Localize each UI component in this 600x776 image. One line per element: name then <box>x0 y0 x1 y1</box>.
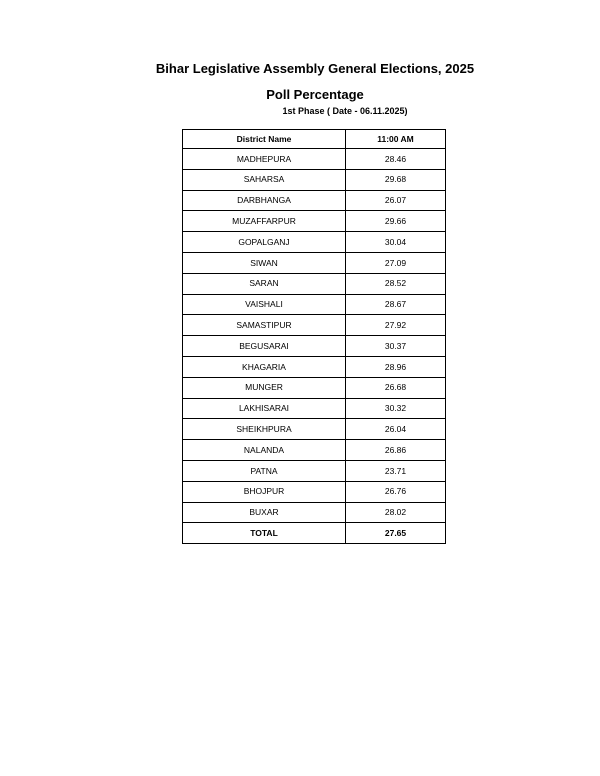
table-row <box>183 252 446 273</box>
total-row <box>183 523 446 544</box>
district-name-cell: BUXAR <box>183 502 346 523</box>
poll-percentage-cell: 28.46 <box>346 149 446 170</box>
document-subtitle: Poll Percentage <box>266 87 364 102</box>
table-row <box>183 336 446 357</box>
table-row <box>183 315 446 336</box>
column-header-district: District Name <box>183 130 346 149</box>
table-row <box>183 502 446 523</box>
district-name-cell: DARBHANGA <box>183 190 346 211</box>
poll-percentage-cell: 26.86 <box>346 440 446 461</box>
poll-percentage-cell: 27.09 <box>346 252 446 273</box>
poll-percentage-table <box>182 129 446 544</box>
district-name-cell: BEGUSARAI <box>183 336 346 357</box>
total-value-cell: 27.65 <box>346 523 446 544</box>
document-title: Bihar Legislative Assembly General Elections, 2025 <box>155 61 475 76</box>
poll-percentage-cell: 28.02 <box>346 502 446 523</box>
district-name-cell: MADHEPURA <box>183 149 346 170</box>
poll-percentage-cell: 28.96 <box>346 356 446 377</box>
column-header-time: 11:00 AM <box>346 130 446 149</box>
table-row <box>183 149 446 170</box>
table-row <box>183 232 446 253</box>
table-row <box>183 481 446 502</box>
poll-percentage-cell: 26.76 <box>346 481 446 502</box>
poll-percentage-cell: 26.07 <box>346 190 446 211</box>
poll-percentage-cell: 28.52 <box>346 273 446 294</box>
table-row <box>183 398 446 419</box>
district-name-cell: GOPALGANJ <box>183 232 346 253</box>
total-label-cell: TOTAL <box>183 523 346 544</box>
poll-percentage-cell: 30.04 <box>346 232 446 253</box>
district-name-cell: SAHARSA <box>183 169 346 190</box>
district-name-cell: VAISHALI <box>183 294 346 315</box>
poll-percentage-cell: 27.92 <box>346 315 446 336</box>
district-name-cell: BHOJPUR <box>183 481 346 502</box>
district-name-cell: SHEIKHPURA <box>183 419 346 440</box>
table-row <box>183 211 446 232</box>
table-row <box>183 440 446 461</box>
district-name-cell: SIWAN <box>183 252 346 273</box>
poll-percentage-cell: 23.71 <box>346 460 446 481</box>
poll-percentage-cell: 29.68 <box>346 169 446 190</box>
district-name-cell: SAMASTIPUR <box>183 315 346 336</box>
poll-percentage-cell: 30.32 <box>346 398 446 419</box>
poll-percentage-cell: 26.68 <box>346 377 446 398</box>
district-name-cell: PATNA <box>183 460 346 481</box>
table-row <box>183 460 446 481</box>
district-name-cell: NALANDA <box>183 440 346 461</box>
district-name-cell: KHAGARIA <box>183 356 346 377</box>
table-header-row <box>183 130 446 149</box>
poll-percentage-cell: 29.66 <box>346 211 446 232</box>
poll-percentage-cell: 26.04 <box>346 419 446 440</box>
table-row <box>183 169 446 190</box>
district-name-cell: LAKHISARAI <box>183 398 346 419</box>
table-row <box>183 190 446 211</box>
district-name-cell: MUNGER <box>183 377 346 398</box>
poll-percentage-cell: 28.67 <box>346 294 446 315</box>
district-name-cell: MUZAFFARPUR <box>183 211 346 232</box>
district-name-cell: SARAN <box>183 273 346 294</box>
table-row <box>183 377 446 398</box>
table-row <box>183 356 446 377</box>
table-row <box>183 294 446 315</box>
table-row <box>183 419 446 440</box>
poll-percentage-cell: 30.37 <box>346 336 446 357</box>
table-body <box>183 149 446 544</box>
table-row <box>183 273 446 294</box>
phase-label: 1st Phase ( Date - 06.11.2025) <box>282 106 408 116</box>
